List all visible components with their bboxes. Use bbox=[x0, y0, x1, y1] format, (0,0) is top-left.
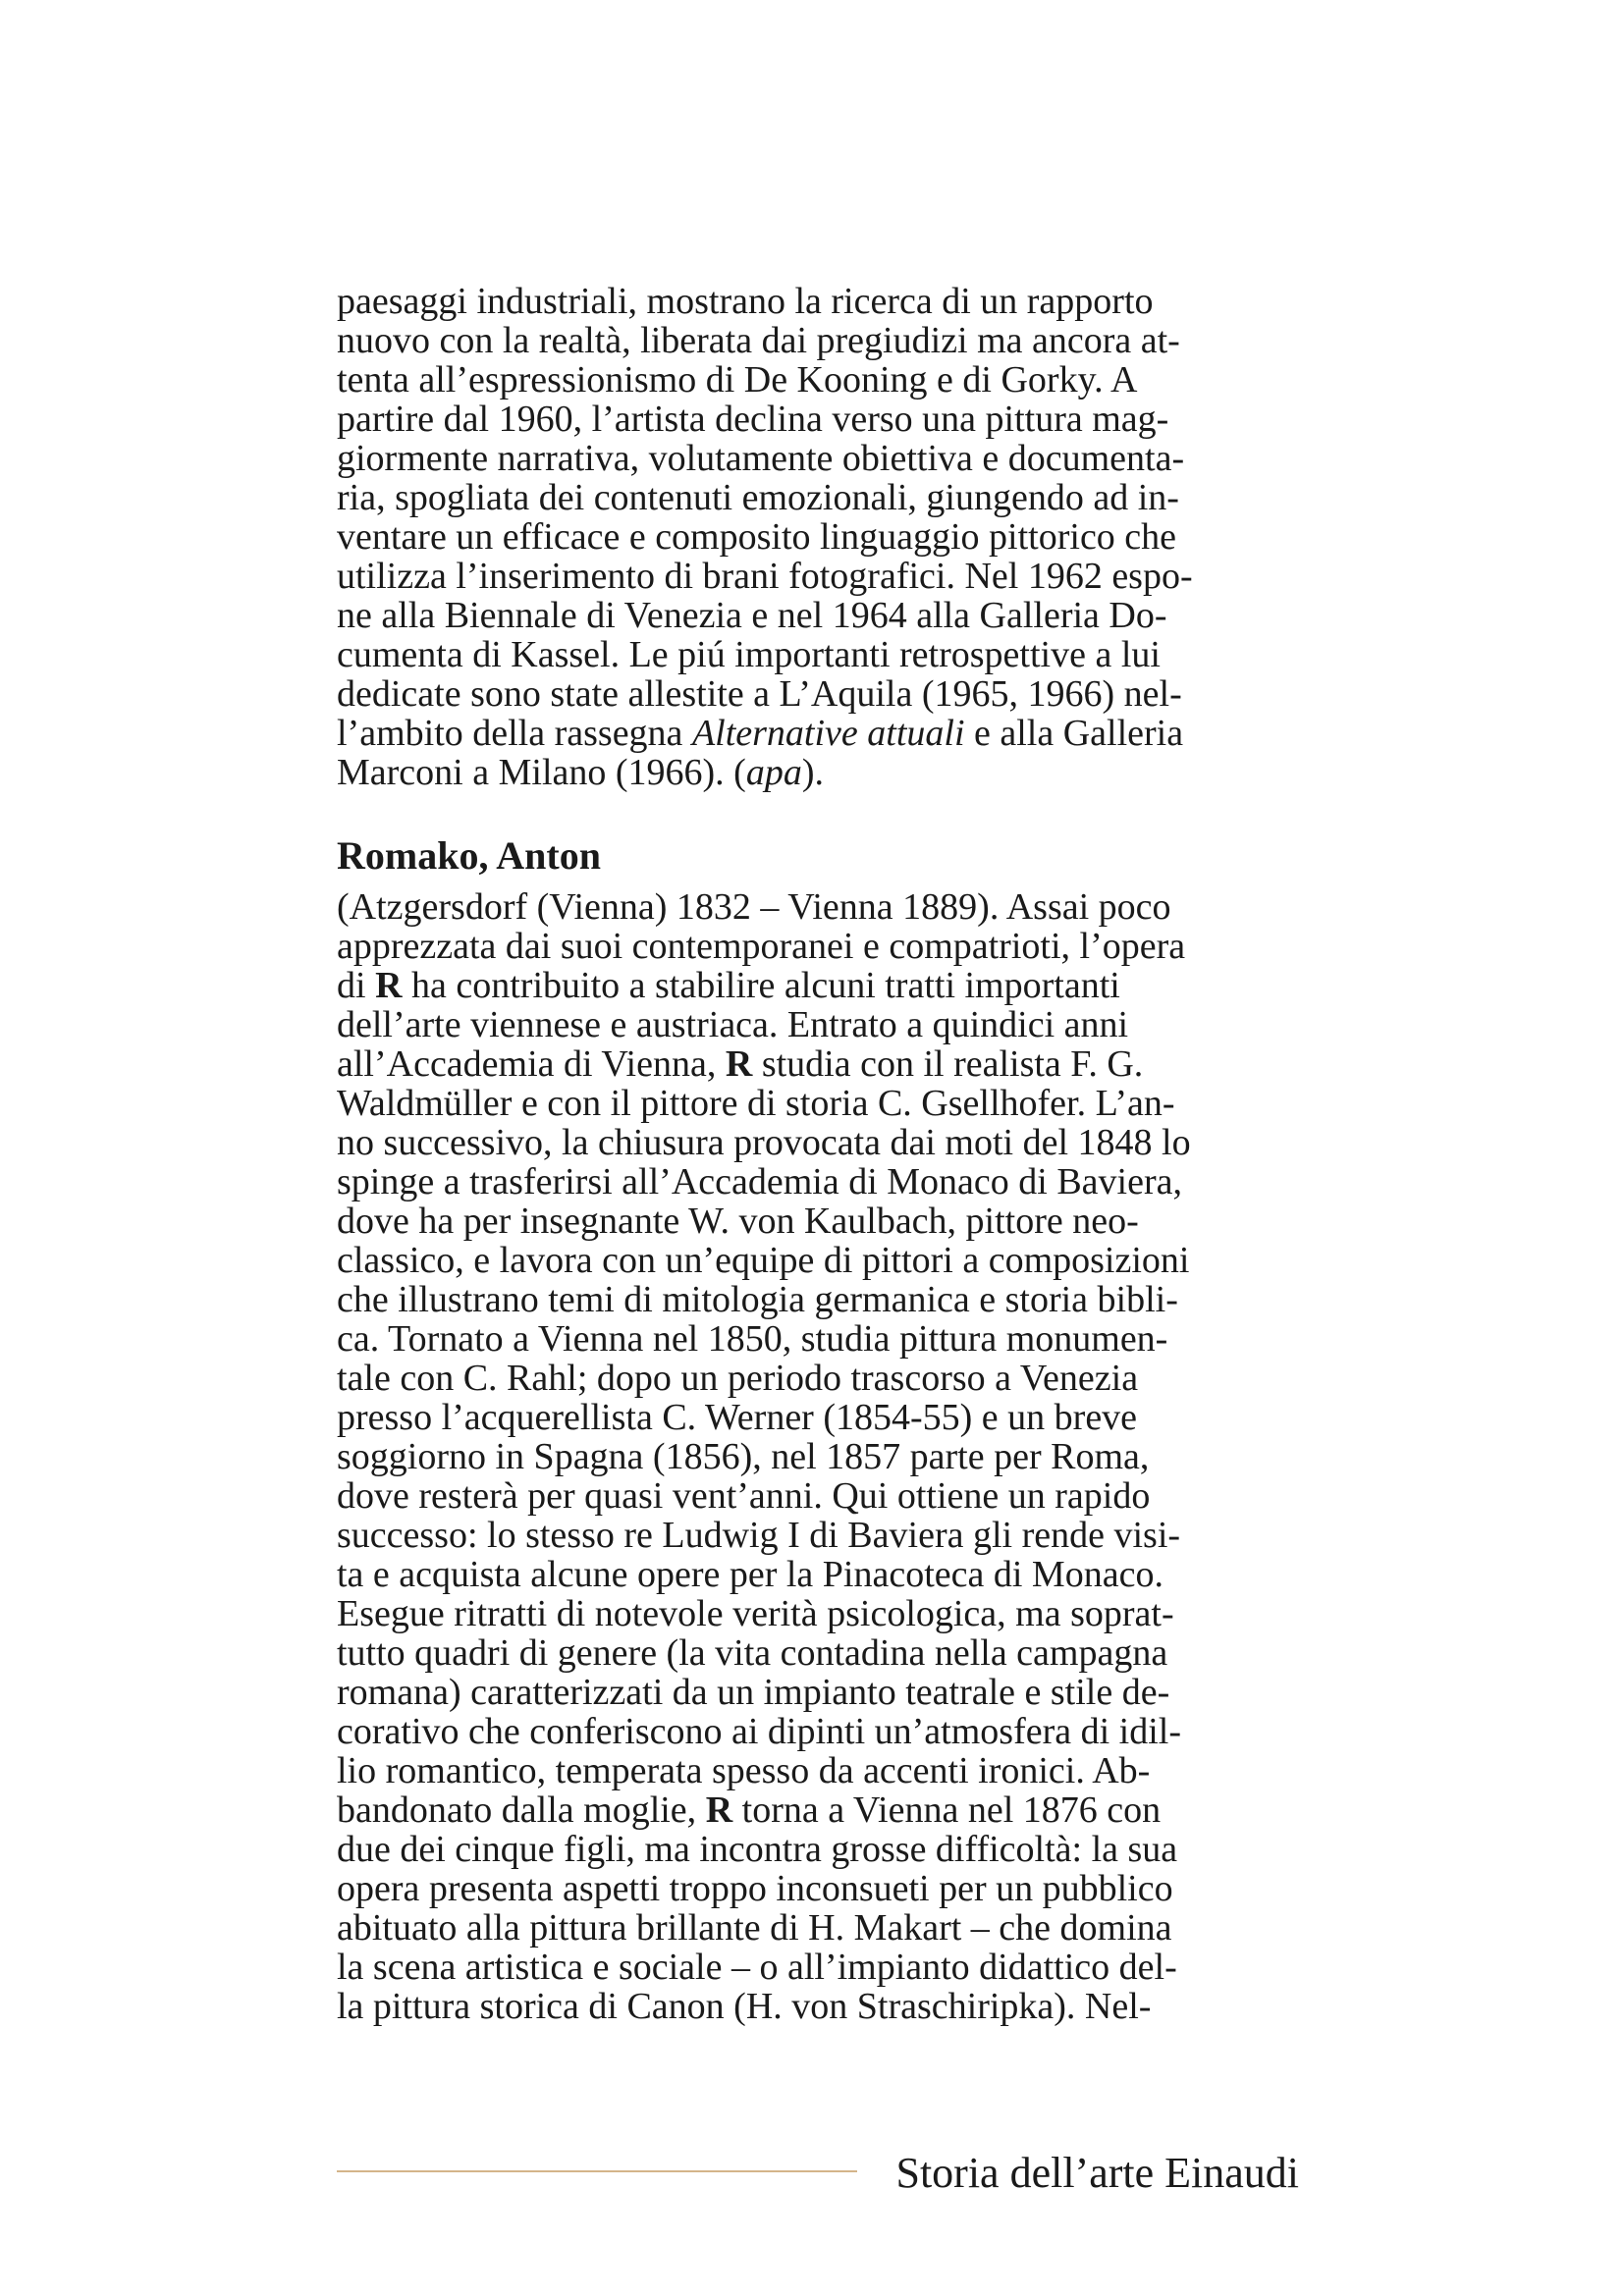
text-span: e alla Galleria bbox=[964, 713, 1184, 754]
text-line bbox=[337, 966, 1299, 1005]
text-line: la scena artistica e sociale – o all’impianto didattico del- bbox=[337, 1947, 1177, 1988]
exhibition-title: Alternative attuali bbox=[691, 713, 965, 754]
text-line: tale con C. Rahl; dopo un periodo trascorso a Venezia bbox=[337, 1358, 1139, 1399]
text-line: ta e acquista alcune opere per la Pinacoteca di Monaco. bbox=[337, 1554, 1163, 1595]
text-line: ne alla Biennale di Venezia e nel 1964 alla Galleria Do- bbox=[337, 595, 1167, 636]
text-span: l’ambito della rassegna bbox=[337, 713, 692, 754]
text-line: spinge a trasferirsi all’Accademia di Monaco di Baviera, bbox=[337, 1161, 1182, 1202]
entry-heading: Romako, Anton bbox=[337, 833, 601, 878]
text-line: dove resterà per quasi vent’anni. Qui ottiene un rapido bbox=[337, 1475, 1151, 1517]
text-span: torna a Vienna nel 1876 con bbox=[732, 1789, 1162, 1831]
text-span: all’Accademia di Vienna, bbox=[337, 1043, 726, 1085]
text-line: ca. Tornato a Vienna nel 1850, studia pittura monumen- bbox=[337, 1318, 1168, 1360]
text-line: giormente narrativa, volutamente obiettiva e documenta- bbox=[337, 438, 1185, 479]
text-line bbox=[337, 1044, 1299, 1084]
text-line: romana) caratterizzati da un impianto teatrale e stile de- bbox=[337, 1672, 1170, 1713]
text-line: presso l’acquerellista C. Werner (1854-55) e un breve bbox=[337, 1397, 1138, 1438]
text-line: tutto quadri di genere (la vita contadina nella campagna bbox=[337, 1632, 1168, 1674]
footer-title: Storia dell’arte Einaudi bbox=[895, 2149, 1299, 2197]
text-line: ria, spogliata dei contenuti emozionali, giungendo ad in- bbox=[337, 477, 1179, 518]
text-line: tenta all’espressionismo di De Kooning e di Gorky. A bbox=[337, 359, 1138, 400]
author-initials: apa bbox=[745, 752, 802, 793]
text-span: bandonato dalla moglie, bbox=[337, 1789, 706, 1831]
text-line bbox=[337, 1790, 1299, 1830]
text-line: partire dal 1960, l’artista declina verso una pittura mag- bbox=[337, 399, 1169, 440]
text-line: la pittura storica di Canon (H. von Straschiripka). Nel- bbox=[337, 1986, 1152, 2027]
text-line bbox=[337, 714, 1299, 753]
footer-rule bbox=[337, 2170, 857, 2172]
text-line: corativo che conferiscono ai dipinti un’atmosfera di idil- bbox=[337, 1711, 1181, 1752]
text-line: due dei cinque figli, ma incontra grosse difficoltà: la sua bbox=[337, 1829, 1178, 1870]
text-line: (Atzgersdorf (Vienna) 1832 – Vienna 1889). Assai poco bbox=[337, 886, 1171, 928]
text-line: lio romantico, temperata spesso da accenti ironici. Ab- bbox=[337, 1750, 1151, 1791]
text-line: apprezzata dai suoi contemporanei e compatrioti, l’opera bbox=[337, 926, 1186, 967]
text-line: nuovo con la realtà, liberata dai pregiudizi ma ancora at- bbox=[337, 320, 1180, 361]
text-line: abituato alla pittura brillante di H. Makart – che domina bbox=[337, 1907, 1172, 1949]
text-line: dell’arte viennese e austriaca. Entrato a quindici anni bbox=[337, 1004, 1129, 1045]
text-line: che illustrano temi di mitologia germanica e storia bibli- bbox=[337, 1279, 1178, 1320]
text-line: utilizza l’inserimento di brani fotografici. Nel 1962 espo- bbox=[337, 556, 1193, 597]
text-line: Esegue ritratti di notevole verità psicologica, ma soprat- bbox=[337, 1593, 1174, 1634]
text-span: Marconi a Milano (1966). ( bbox=[337, 752, 746, 793]
subject-initial: R bbox=[725, 1043, 753, 1085]
text-span: studia con il realista F. G. bbox=[752, 1043, 1144, 1085]
text-line: classico, e lavora con un’equipe di pittori a composizioni bbox=[337, 1240, 1190, 1281]
text-line: cumenta di Kassel. Le piú importanti retrospettive a lui bbox=[337, 634, 1161, 675]
subject-initial: R bbox=[705, 1789, 733, 1831]
text-span: ). bbox=[801, 752, 824, 793]
subject-initial: R bbox=[375, 965, 403, 1006]
text-line: soggiorno in Spagna (1856), nel 1857 parte per Roma, bbox=[337, 1436, 1150, 1477]
text-line bbox=[337, 753, 1299, 792]
text-span: di bbox=[337, 965, 376, 1006]
text-line: dedicate sono state allestite a L’Aquila (1965, 1966) nel- bbox=[337, 673, 1182, 715]
text-line: ventare un efficace e composito linguaggio pittorico che bbox=[337, 516, 1177, 558]
text-line: no successivo, la chiusura provocata dai moti del 1848 lo bbox=[337, 1122, 1191, 1163]
text-line: dove ha per insegnante W. von Kaulbach, pittore neo- bbox=[337, 1201, 1139, 1242]
text-span: ha contribuito a stabilire alcuni tratti importanti bbox=[402, 965, 1120, 1006]
text-line: paesaggi industriali, mostrano la ricerca di un rapporto bbox=[337, 281, 1154, 322]
text-line: Waldmüller e con il pittore di storia C. Gsellhofer. L’an- bbox=[337, 1083, 1175, 1124]
text-line: opera presenta aspetti troppo inconsueti per un pubblico bbox=[337, 1868, 1173, 1909]
text-line: successo: lo stesso re Ludwig I di Baviera gli rende visi- bbox=[337, 1515, 1181, 1556]
